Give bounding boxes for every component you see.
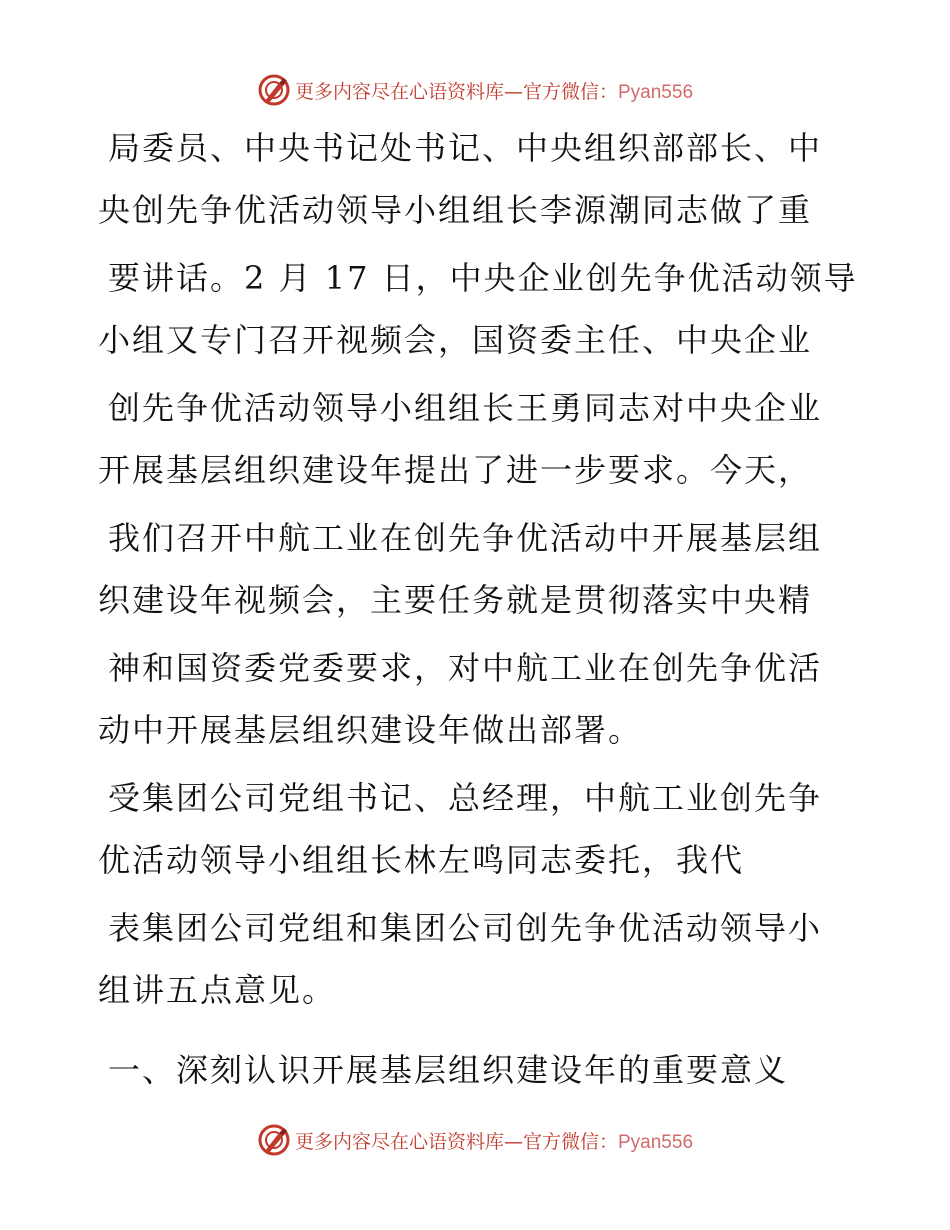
body-line: 神和国资委党委要求，对中航工业在创先争优活 (108, 649, 823, 687)
body-line: 开展基层组织建设年提出了进一步要求。今天， (98, 451, 813, 489)
body-line: 局委员、中央书记处书记、中央组织部部长、中 (108, 129, 823, 167)
body-line: 动中开展基层组织建设年做出部署。 (98, 711, 643, 749)
body-line: 织建设年视频会，主要任务就是贯彻落实中央精 (98, 581, 813, 619)
watermark-text: 更多内容尽在心语资料库—官方微信：Pyan556 (294, 80, 694, 103)
body-line: 组讲五点意见。 (98, 971, 337, 1009)
watermark-text: 更多内容尽在心语资料库—官方微信：Pyan556 (294, 1130, 694, 1153)
pen-logo-icon (257, 73, 291, 107)
body-line: 受集团公司党组书记、总经理，中航工业创先争 (108, 779, 823, 817)
body-line: 优活动领导小组组长林左鸣同志委托，我代 (98, 841, 745, 879)
body-line: 我们召开中航工业在创先争优活动中开展基层组 (108, 519, 823, 557)
watermark-footer (0, 1120, 950, 1160)
body-line: 表集团公司党组和集团公司创先争优活动领导小 (108, 909, 823, 947)
body-line: 小组又专门召开视频会，国资委主任、中央企业 (98, 321, 813, 359)
pen-logo-icon (257, 1123, 291, 1157)
section-heading: 一、深刻认识开展基层组织建设年的重要意义 (108, 1051, 789, 1089)
watermark-header (0, 70, 950, 110)
body-line: 要讲话。2 月 17 日，中央企业创先争优活动领导 (108, 259, 858, 297)
body-line: 央创先争优活动领导小组组长李源潮同志做了重 (98, 191, 813, 229)
body-line: 创先争优活动领导小组组长王勇同志对中央企业 (108, 389, 823, 427)
